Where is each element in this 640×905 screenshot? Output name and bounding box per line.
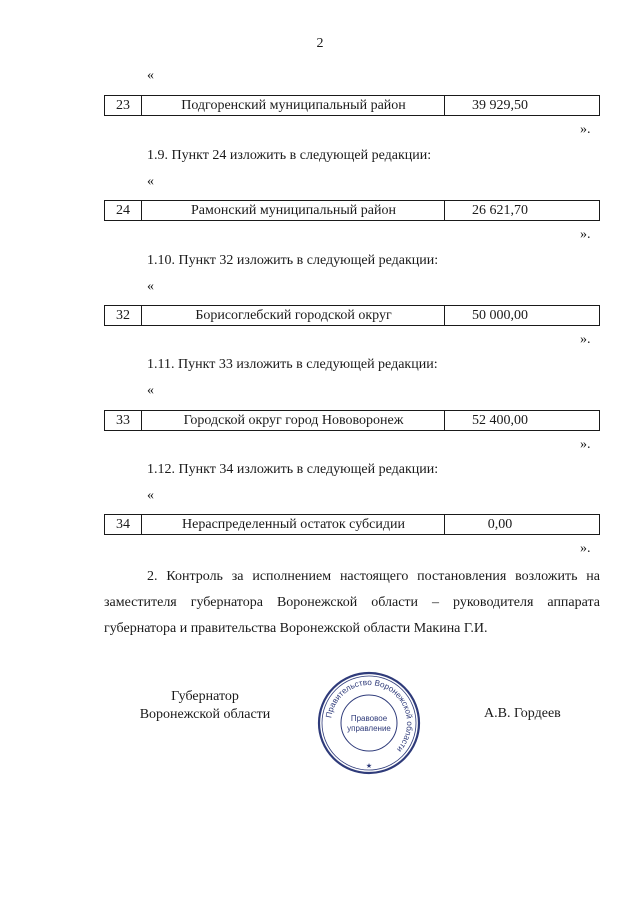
table-row xyxy=(104,200,600,221)
signature-title-line2: Воронежской области xyxy=(139,707,271,722)
row-number: 33 xyxy=(116,413,130,428)
quote-close: ». xyxy=(580,227,591,242)
control-paragraph: 2. Контроль за исполнением настоящего постановления возложить на заместителя губернатора Воронежской области – руководителя аппарата губернатора и правительства Воронежской области Макина Г.И. xyxy=(104,569,600,636)
amendment-instruction: 1.12. Пункт 34 изложить в следующей редакции: xyxy=(147,462,439,477)
quote-close: ». xyxy=(580,332,591,347)
row-value: 0,00 xyxy=(444,515,555,534)
row-value: 39 929,50 xyxy=(444,96,555,115)
quote-open: « xyxy=(147,174,154,189)
quote-close: ». xyxy=(580,122,591,137)
seal-inner-ring xyxy=(322,676,416,770)
row-value: 52 400,00 xyxy=(444,411,555,430)
row-name: Городской округ город Нововоронеж xyxy=(141,411,445,430)
row-name: Подгоренский муниципальный район xyxy=(141,96,445,115)
amendment-instruction: 1.10. Пункт 32 изложить в следующей редакции: xyxy=(147,253,439,268)
quote-close: ». xyxy=(580,541,591,556)
signature-title xyxy=(120,688,290,724)
seal-center-line1: Правовое xyxy=(350,714,388,723)
signature-title-line1: Губернатор xyxy=(171,689,239,704)
table-row xyxy=(104,410,600,431)
row-value: 50 000,00 xyxy=(444,306,555,325)
seal-outer-ring xyxy=(319,673,419,773)
seal-star-icon: ★ xyxy=(365,762,373,770)
row-value: 26 621,70 xyxy=(444,201,555,220)
row-name: Нераспределенный остаток субсидии xyxy=(141,515,445,534)
quote-open: « xyxy=(147,488,154,503)
quote-close: ». xyxy=(580,437,591,452)
seal-center-line2: управление xyxy=(347,724,391,733)
row-number: 34 xyxy=(116,517,130,532)
row-name: Рамонский муниципальный район xyxy=(141,201,445,220)
signature-name: А.В. Гордеев xyxy=(484,706,561,721)
seal-ring-text: Правительство Воронежской области xyxy=(324,677,415,754)
amendment-instruction: 1.11. Пункт 33 изложить в следующей редакции: xyxy=(147,357,438,372)
quote-open: « xyxy=(147,383,154,398)
quote-open: « xyxy=(147,68,154,83)
seal-center-ring xyxy=(341,695,397,751)
official-seal xyxy=(316,670,422,776)
table-row xyxy=(104,305,600,326)
row-number: 32 xyxy=(116,308,130,323)
quote-open: « xyxy=(147,279,154,294)
row-name: Борисоглебский городской округ xyxy=(141,306,445,325)
table-row xyxy=(104,514,600,535)
amendment-instruction: 1.9. Пункт 24 изложить в следующей редакции: xyxy=(147,148,432,163)
row-number: 23 xyxy=(116,98,130,113)
page-number: 2 xyxy=(316,36,324,51)
row-number: 24 xyxy=(116,203,130,218)
table-row xyxy=(104,95,600,116)
